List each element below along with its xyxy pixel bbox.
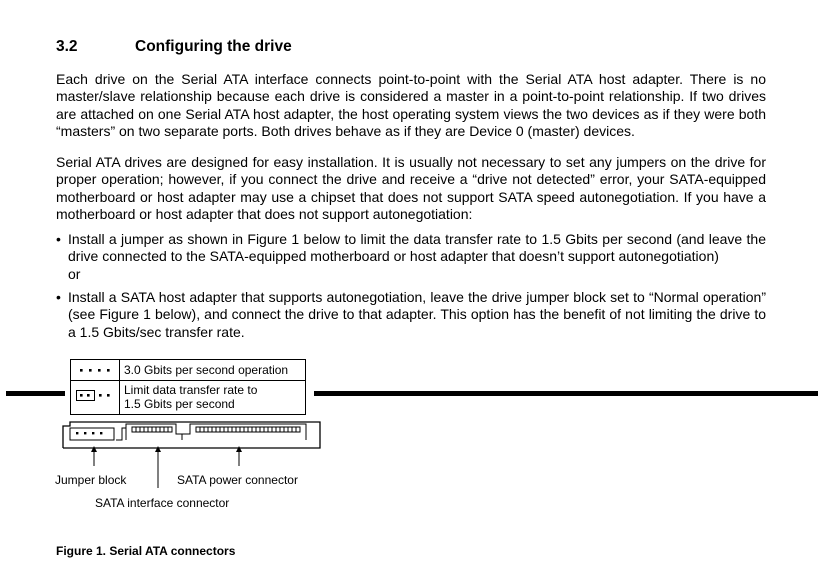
figure-caption [56,544,235,558]
figure-caption-number: Figure 1. [56,544,107,558]
rule-right [314,391,818,396]
section-title: Configuring the drive [135,38,292,55]
jumper-legend [70,359,306,415]
bullet-marker: • [56,231,61,247]
legend-divider-vertical [119,360,120,414]
section-number: 3.2 [56,38,78,55]
paragraph-1: Each drive on the Serial ATA interface connects point-to-point with the Serial ATA host adapter. There is no master/slave relationship because each drive is considered a master in a point-to-point relationship. If two drives are attached on one Serial ATA host adapter, the host operating system views the two devices as if they were both “masters” on two separate ports. Both drives behave as if they are Device 0 (master) devices. [56,71,766,139]
legend-label-limit [124,383,257,411]
legend-divider-horizontal [71,380,305,381]
rule-left [6,391,65,396]
jumper-open-icon [75,364,115,376]
bullet-item-2 [56,289,766,341]
jumper-installed-icon [75,387,115,405]
bullet-text: Install a SATA host adapter that supports autonegotiation, leave the drive jumper block set to “Normal operation” (see Figure 1 below), and connect the drive to that adapter. This option has the benefit of not limiting the drive to a 1.5 Gbits/sec transfer rate. [68,289,766,340]
bullet-item-1 [56,231,766,283]
figure-caption-text: Serial ATA connectors [109,544,236,558]
paragraph-2: Serial ATA drives are designed for easy installation. It is usually not necessary to set any jumpers on the drive for proper operation; however, if you connect the drive and receive a “drive not detected” error, your SATA-equipped motherboard or host adapter may use a chipset that does not support SATA speed autonegotiation. If you have a motherboard or host adapter that does not support autonegotiation: [56,154,766,222]
bullet-marker: • [56,289,61,305]
label-jumper-block: Jumper block [55,473,127,487]
section-heading [56,38,292,56]
bullet-suffix: or [68,265,81,282]
legend-label-3gbits: 3.0 Gbits per second operation [124,363,289,377]
label-sata-interface-connector: SATA interface connector [95,496,230,510]
legend-label-limit-line2: 1.5 Gbits per second [124,397,235,411]
bullet-text: Install a jumper as shown in Figure 1 below to limit the data transfer rate to 1.5 Gbits per second (and leave the drive connected to the SATA-equipped motherboard or host adapter that doesn’t support autonegotiation) [68,231,766,265]
legend-label-limit-line1: Limit data transfer rate to [124,383,258,397]
label-sata-power-connector: SATA power connector [177,473,298,487]
